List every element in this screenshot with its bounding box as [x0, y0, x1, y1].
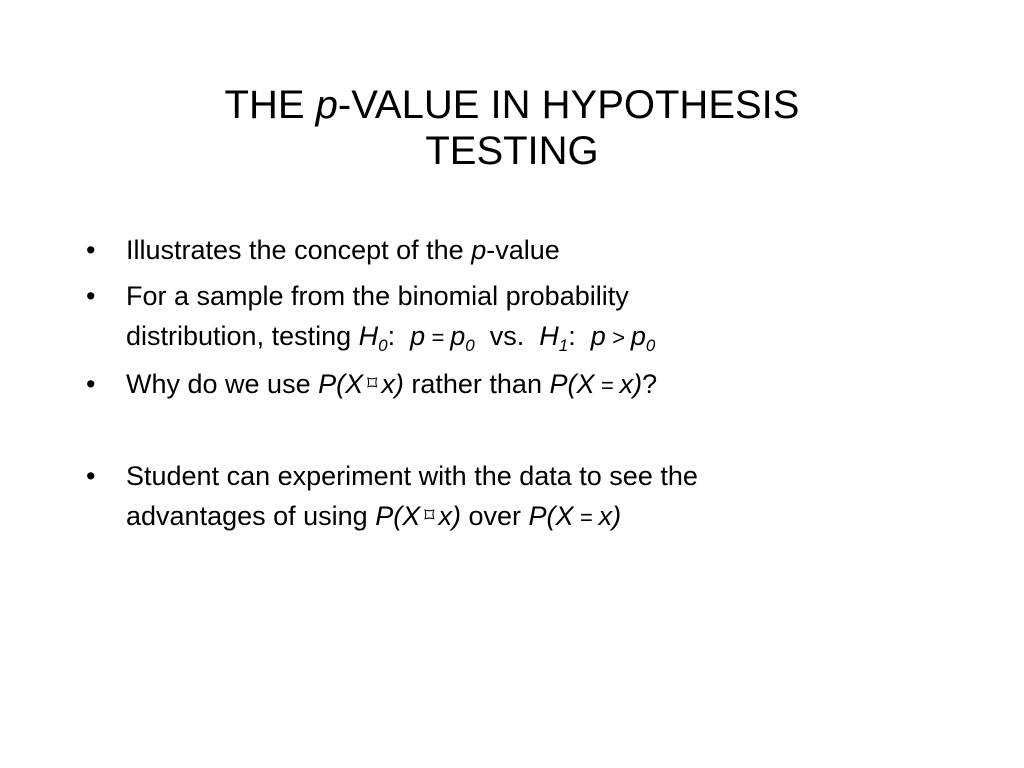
bullet-item-4: • Student can experiment with the data to see the advantages of using P(X ⌑ x) over P(X = x) — [84, 456, 864, 538]
title-p-symbol: p — [315, 83, 338, 127]
title-text: -VALUE IN HYPOTHESIS — [337, 83, 800, 127]
bullet-item-1: • Illustrates the concept of the p-value — [84, 230, 864, 270]
bullet-marker: • — [86, 235, 96, 265]
geq-symbol: ⌑ — [367, 373, 378, 395]
bullet-marker: • — [86, 369, 96, 399]
bullet-list — [84, 230, 864, 544]
title-text: THE — [224, 83, 316, 127]
bullet-item-2: • For a sample from the binomial probability distribution, testing $H_0$: $p = p_0$ vs. $H_1$: $p > p_0$ — [84, 276, 864, 358]
bullet-marker: • — [86, 461, 96, 491]
title-line-1 — [0, 82, 1024, 128]
bullet-marker: • — [86, 281, 96, 311]
bullet-item-3: • Why do we use P(X ⌑ x) rather than P(X = x)? — [84, 364, 864, 406]
slide-title — [0, 82, 1024, 174]
title-line-2: TESTING — [425, 129, 599, 173]
geq-symbol: ⌑ — [424, 505, 435, 527]
